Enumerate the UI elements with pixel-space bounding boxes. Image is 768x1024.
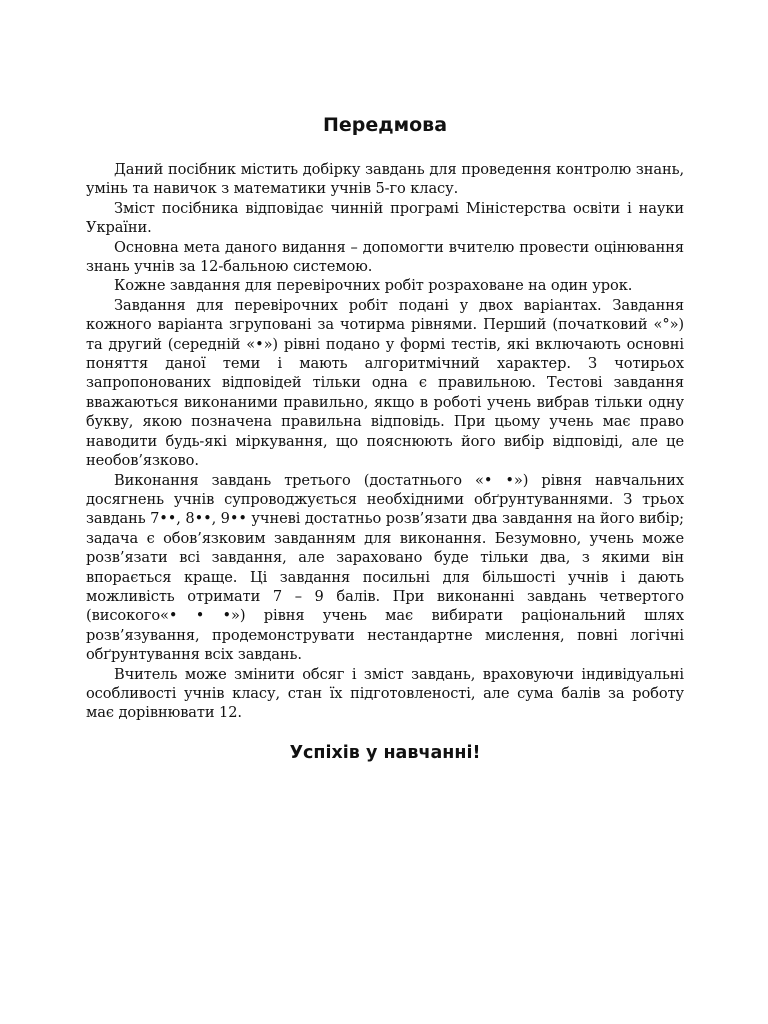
paragraph-4: Кожне завдання для перевірочних робіт розраховане на один урок. [114, 277, 633, 295]
preface-page [86, 96, 684, 763]
paragraph-2: Зміст посібника відповідає чинній програмі Міністерства освіти і науки України. [86, 199, 684, 237]
paragraph-3: Основна мета даного видання – допомогти вчителю провести оцінювання знань учнів за 12-бальною системою. [86, 238, 684, 276]
paragraph-7: Вчитель може змінити обсяг і зміст завдань, враховуючи індивідуальні особливості учнів класу, стан їх підготовленості, але сума балів за роботу має дорівнювати 12. [86, 665, 684, 722]
closing-wish: Успіхів у навчанні! [289, 742, 481, 763]
paragraph-5: Завдання для перевірочних робіт подані у двох варіантах. Завдання кожного варіанта згруповані за чотирма рівнями. Перший (початковий «°») та другий (середній «•») рівні подано у формі тестів, які включають основні поняття даної теми і мають алгоритмічний характер. З чотирьох запропонованих відповідей тільки одна є правильною. Тестові завдання вважаються виконаними правильно, якщо в роботі учень вибрав тільки одну букву, якою позначена правильна відповідь. При цьому учень має право наводити будь-які міркування, що пояснюють його вибір відповіді, але це необов’язково. [86, 296, 684, 470]
paragraph-1: Даний посібник містить добірку завдань для проведення контролю знань, умінь та навичок з математики учнів 5-го класу. [86, 161, 684, 198]
paragraph-6: Виконання завдань третього (достатнього «• •») рівня навчальних досягнень учнів супроводжується необхідними обґрунтуваннями. З трьох завдань 7••, 8••, 9•• учневі достатньо розв’язати два завдання на його вибір; задача є обов’язковим завданням для виконання. Безумовно, учень може розв’язати всі завдання, але зараховано буде тільки два, з якими він впорається краще. Ці завдання посильні для більшості учнів і дають можливість отримати 7 – 9 балів. При виконанні завдань четвертого (високого«• • •») рівня учень має вибирати раціональний шлях розв’язування, продемонструвати нестандартне мислення, повні логічні обґрунтування всіх завдань. [86, 471, 684, 664]
page-title: Передмова [322, 114, 448, 136]
